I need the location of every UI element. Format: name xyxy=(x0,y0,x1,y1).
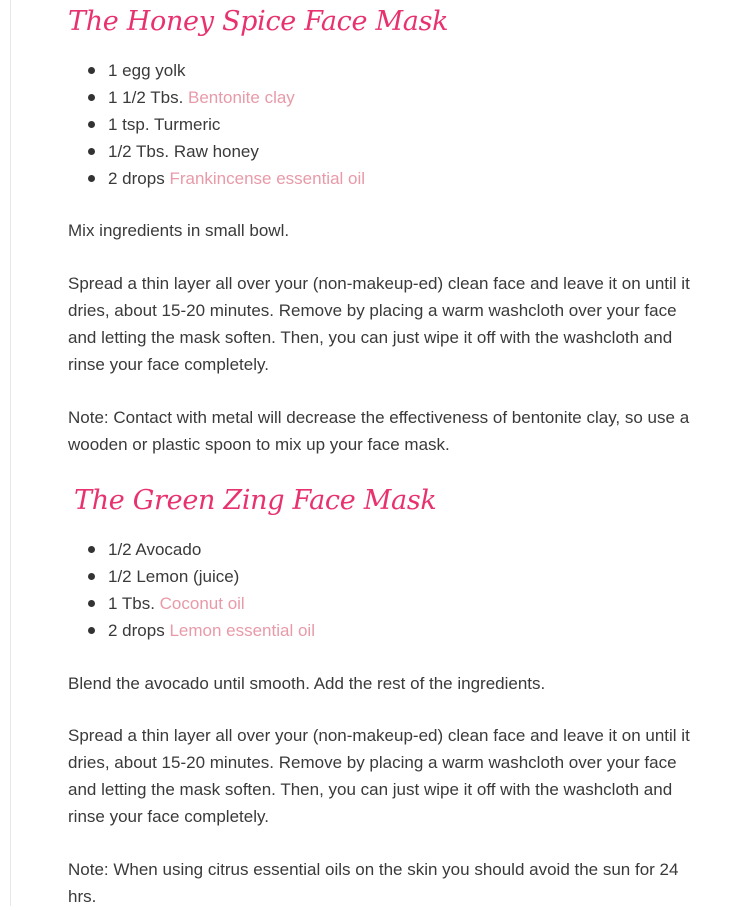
ingredient-text: 1 tsp. Turmeric xyxy=(108,115,221,134)
ingredient-item xyxy=(88,617,315,644)
ingredient-text: 1 egg yolk xyxy=(108,61,186,80)
honey-spice-spread-instruction: Spread a thin layer all over your (non-makeup-ed) clean face and leave it on until it dries, about 15-20 minutes. Remove by placing a warm washcloth over your face and letting the mask soften. Then, you can just wipe it off with the washcloth and rinse your face completely. xyxy=(68,274,690,374)
frankincense-oil-link[interactable]: Frankincense essential oil xyxy=(169,169,366,188)
honey-spice-note: Note: Contact with metal will decrease the effectiveness of bentonite clay, so use a wooden or plastic spoon to mix up your face mask. xyxy=(68,408,690,454)
left-border-line xyxy=(10,0,11,906)
ingredient-item xyxy=(88,563,315,590)
ingredient-item xyxy=(88,138,365,165)
ingredient-item xyxy=(88,590,315,617)
bentonite-clay-link[interactable]: Bentonite clay xyxy=(188,88,295,107)
honey-spice-mix-instruction: Mix ingredients in small bowl. xyxy=(68,221,290,240)
ingredient-item xyxy=(88,536,315,563)
ingredient-text: 1/2 Avocado xyxy=(108,540,202,559)
green-zing-ingredient-list xyxy=(88,536,315,644)
green-zing-blend-instruction: Blend the avocado until smooth. Add the rest of the ingredients. xyxy=(68,674,546,693)
ingredient-text: 1/2 Lemon (juice) xyxy=(108,567,240,586)
green-zing-note: Note: When using citrus essential oils on the skin you should avoid the sun for 24 hrs. xyxy=(68,860,679,906)
ingredient-item xyxy=(88,84,365,111)
honey-spice-mask-title: The Honey Spice Face Mask xyxy=(68,6,449,37)
ingredient-text: 2 drops xyxy=(108,169,170,188)
ingredient-text: 1 Tbs. xyxy=(108,594,160,613)
ingredient-item xyxy=(88,111,365,138)
green-zing-mask-title: The Green Zing Face Mask xyxy=(74,485,437,516)
ingredient-item xyxy=(88,57,365,84)
coconut-oil-link[interactable]: Coconut oil xyxy=(159,594,245,613)
ingredient-text: 2 drops xyxy=(108,621,170,640)
ingredient-text: 1/2 Tbs. Raw honey xyxy=(108,142,259,161)
lemon-oil-link[interactable]: Lemon essential oil xyxy=(169,621,315,640)
ingredient-text: 1 1/2 Tbs. xyxy=(108,88,189,107)
ingredient-item xyxy=(88,165,365,192)
green-zing-spread-instruction: Spread a thin layer all over your (non-makeup-ed) clean face and leave it on until it dries, about 15-20 minutes. Remove by placing a warm washcloth over your face and letting the mask soften. Then, you can just wipe it off with the washcloth and rinse your face completely. xyxy=(68,726,690,826)
honey-spice-ingredient-list xyxy=(88,57,365,192)
